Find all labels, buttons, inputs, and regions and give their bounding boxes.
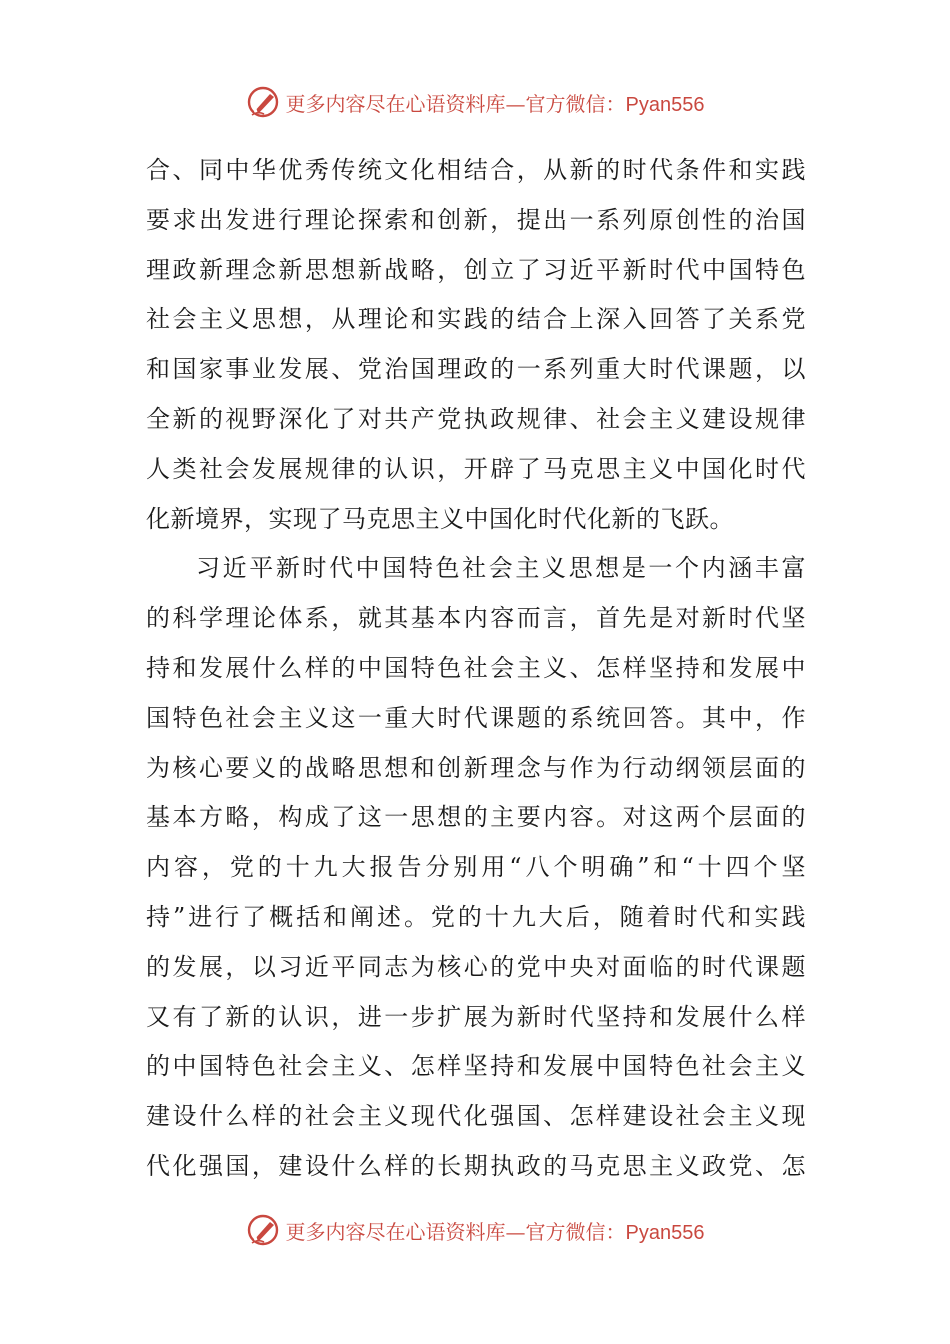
footer-watermark	[0, 1210, 950, 1250]
text-line: 持和发展什么样的中国特色社会主义、怎样坚持和发展中	[146, 653, 806, 682]
text-line: 代化强国，建设什么样的长期执政的马克思主义政党、怎	[146, 1151, 806, 1180]
watermark-text: 更多内容尽在心语资料库—官方微信：Pyan556	[285, 91, 705, 116]
text-line: 又有了新的认识，进一步扩展为新时代坚持和发展什么样	[146, 1002, 806, 1031]
text-line: 全新的视野深化了对共产党执政规律、社会主义建设规律	[146, 404, 806, 433]
text-line: 的中国特色社会主义、怎样坚持和发展中国特色社会主义	[146, 1052, 806, 1081]
pen-logo-icon	[246, 1213, 280, 1247]
text-line: 习近平新时代中国特色社会主义思想是一个内涵丰富	[196, 554, 806, 583]
text-line: 合、同中华优秀传统文化相结合，从新的时代条件和实践	[146, 156, 806, 184]
text-line: 社会主义思想，从理论和实践的结合上深入回答了关系党	[146, 305, 806, 334]
text-line: 为核心要义的战略思想和创新理念与作为行动纲领层面的	[146, 753, 806, 782]
watermark-text: 更多内容尽在心语资料库—官方微信：Pyan556	[285, 1219, 705, 1244]
text-line: 基本方略，构成了这一思想的主要内容。对这两个层面的	[146, 803, 806, 832]
text-line: 的发展，以习近平同志为核心的党中央对面临的时代课题	[146, 952, 806, 981]
text-line: 化新境界，实现了马克思主义中国化时代化新的飞跃。	[146, 504, 734, 533]
document-body	[146, 146, 806, 1192]
text-line: 内容，党的十九大报告分别用“八个明确”和“十四个坚	[146, 853, 806, 882]
text-line: 持”进行了概括和阐述。党的十九大后，随着时代和实践	[146, 902, 806, 931]
text-line: 建设什么样的社会主义现代化强国、怎样建设社会主义现	[146, 1102, 806, 1131]
paragraph-2	[146, 544, 806, 1191]
text-line: 和国家事业发展、党治国理政的一系列重大时代课题，以	[146, 355, 806, 384]
text-line: 的科学理论体系，就其基本内容而言，首先是对新时代坚	[146, 604, 806, 633]
pen-logo-icon	[246, 85, 280, 119]
text-line: 国特色社会主义这一重大时代课题的系统回答。其中，作	[146, 703, 806, 732]
text-line: 理政新理念新思想新战略，创立了习近平新时代中国特色	[146, 255, 806, 284]
text-line: 要求出发进行理论探索和创新，提出一系列原创性的治国	[146, 205, 806, 234]
text-line: 人类社会发展规律的认识，开辟了马克思主义中国化时代	[146, 454, 806, 483]
paragraph-1	[146, 146, 806, 544]
header-watermark	[0, 82, 950, 122]
